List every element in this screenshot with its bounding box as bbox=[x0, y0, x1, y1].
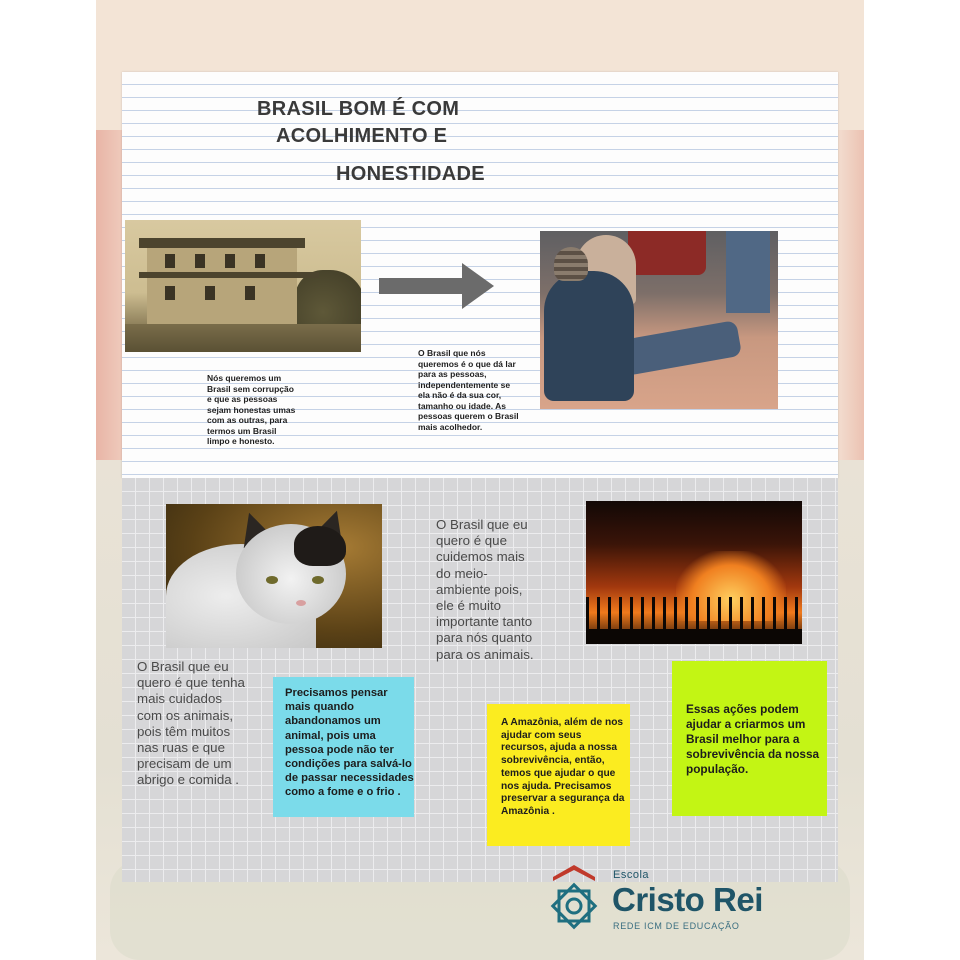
environment-text: O Brasil que eu quero é que cuidemos mais do meio-ambiente pois, ele é muito importante tanto para nós quanto para os animais. bbox=[436, 517, 534, 662]
forest-fire-photo bbox=[586, 501, 802, 644]
ground-shape bbox=[125, 324, 361, 352]
window-shape bbox=[195, 254, 205, 268]
caption-corruption: Nós queremos um Brasil sem corrupção e que as pessoas sejam honestas umas com as outras, para termos um Brasil limpo e honesto. bbox=[207, 373, 296, 446]
cat-eye-shape bbox=[266, 576, 278, 584]
window-shape bbox=[165, 286, 175, 300]
balcony-shape bbox=[139, 272, 319, 278]
background-wash-right bbox=[836, 130, 864, 460]
ground-shape bbox=[586, 629, 802, 644]
bag-shape bbox=[628, 231, 706, 275]
animals-text: O Brasil que eu quero é que tenha mais cuidados com os animais, pois têm muitos nas ruas e que precisam de um abrigo e comida . bbox=[137, 659, 245, 788]
arrow-head bbox=[462, 263, 494, 309]
school-logo-icon bbox=[545, 863, 603, 931]
logo-subtitle: REDE ICM DE EDUCAÇÃO bbox=[613, 921, 740, 931]
window-shape bbox=[225, 254, 235, 268]
arrow-shaft bbox=[379, 278, 467, 294]
roof-shape bbox=[139, 238, 305, 248]
cat-eye-shape bbox=[312, 576, 324, 584]
window-shape bbox=[205, 286, 215, 300]
logo-star-shape bbox=[553, 885, 595, 927]
homeless-people-photo bbox=[540, 231, 778, 409]
logo-escola-label: Escola bbox=[613, 869, 650, 881]
cat-photo bbox=[166, 504, 382, 648]
hat-shape bbox=[554, 247, 588, 281]
man-shape bbox=[544, 271, 634, 401]
title-line-3: HONESTIDADE bbox=[336, 163, 485, 185]
cat-nose-shape bbox=[296, 600, 306, 606]
note-yellow: A Amazônia, além de nos ajudar com seus recursos, ajuda a nossa sobrevivência, então, temos que ajudar o que nos ajuda. Precisamos preservar a segurança da Amazônia . bbox=[487, 704, 630, 846]
cat-patch-shape bbox=[294, 526, 346, 566]
window-shape bbox=[165, 254, 175, 268]
window-shape bbox=[245, 286, 255, 300]
title-line-1: BRASIL BOM É COM bbox=[257, 98, 460, 120]
window-shape bbox=[255, 254, 265, 268]
caption-welcoming: O Brasil que nós queremos é o que dá lar para as pessoas, independentemente se ela não é da sua cor, tamanho ou idade. As pessoas querem o Brasil mais acolhedor. bbox=[418, 348, 519, 432]
house-photo bbox=[125, 220, 361, 352]
note-cyan: Precisamos pensar mais quando abandonamos um animal, pois uma pessoa pode não ter condições para salvá-lo de passar necessidades como a fome e o frio . bbox=[273, 677, 414, 817]
title-line-2: ACOLHIMENTO E bbox=[276, 125, 448, 147]
note-green: Essas ações podem ajudar a criarmos um Brasil melhor para a sobrevivência da nossa população. bbox=[672, 661, 827, 816]
logo-roof-shape bbox=[553, 865, 595, 881]
walker-shape bbox=[726, 231, 770, 313]
logo-school-name: Cristo Rei bbox=[612, 881, 763, 918]
